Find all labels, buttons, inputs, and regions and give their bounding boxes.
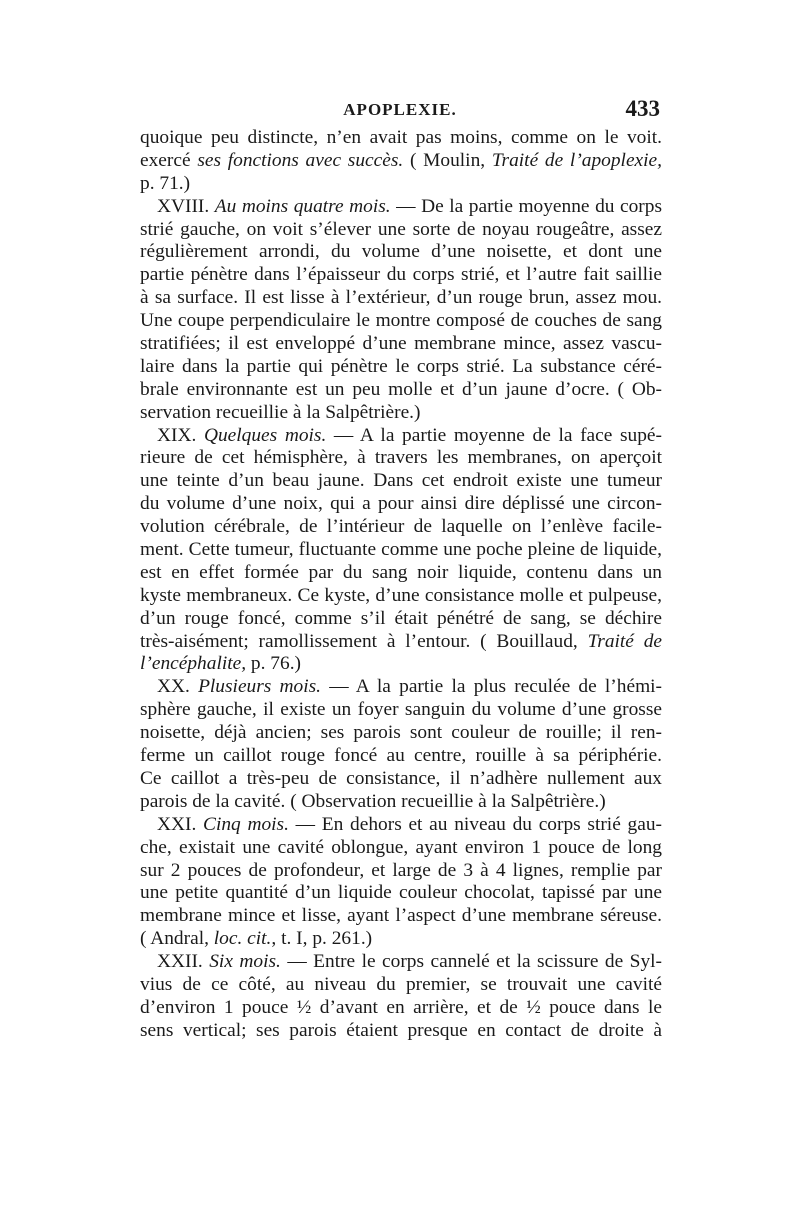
text-line bbox=[140, 928, 662, 951]
text-run: XXII. bbox=[157, 951, 210, 973]
text-run: laire dans la partie qui pénètre le corps strié. La substance céré- bbox=[140, 355, 662, 377]
text-line bbox=[140, 539, 662, 562]
italic-text: Six mois. bbox=[209, 951, 281, 973]
italic-text: Plusieurs mois. bbox=[198, 676, 322, 698]
text-run: régulièrement arrondi, du volume d’une noisette, et dont une bbox=[140, 241, 662, 263]
text-line bbox=[140, 699, 662, 722]
text-line bbox=[140, 219, 662, 242]
text-run: — En dehors et au niveau du corps strié gau- bbox=[288, 813, 662, 835]
text-line bbox=[140, 585, 662, 608]
text-run: p. 71.) bbox=[140, 172, 191, 194]
text-line bbox=[140, 470, 662, 493]
text-run: noisette, déjà ancien; ses parois sont couleur de rouille; il ren- bbox=[140, 722, 662, 744]
text-run: sphère gauche, il existe un foyer sanguin du volume d’une grosse bbox=[140, 699, 662, 721]
text-run: exercé bbox=[140, 149, 198, 171]
text-run: kyste membraneux. Ce kyste, d’une consistance molle et pulpeuse, bbox=[140, 584, 662, 606]
text-line bbox=[140, 974, 662, 997]
text-run: très-aisément; ramollissement à l’entour. ( Bouillaud, bbox=[140, 630, 588, 652]
text-line bbox=[140, 860, 662, 883]
text-run: une teinte d’un beau jaune. Dans cet endroit existe une tumeur bbox=[140, 470, 662, 492]
running-title: APOPLEXIE. bbox=[343, 100, 457, 119]
text-line bbox=[140, 516, 662, 539]
text-line bbox=[140, 379, 662, 402]
text-line bbox=[140, 814, 662, 837]
text-line bbox=[140, 310, 662, 333]
text-line bbox=[140, 150, 662, 173]
text-line bbox=[140, 447, 662, 470]
text-run: d’un rouge foncé, comme s’il était pénétré de sang, se déchire bbox=[140, 607, 662, 629]
text-run: parois de la cavité. ( Observation recueillie à la Salpêtrière.) bbox=[140, 790, 606, 812]
text-run: che, existait une cavité oblongue, ayant environ 1 pouce de long bbox=[140, 836, 662, 858]
text-line bbox=[140, 173, 662, 196]
text-run: membrane mince et lisse, ayant l’aspect d’une membrane séreuse. bbox=[140, 905, 662, 927]
text-line bbox=[140, 745, 662, 768]
text-line bbox=[140, 791, 662, 814]
italic-text: Traité de bbox=[587, 630, 662, 652]
text-run: vius de ce côté, au niveau du premier, se trouvait une cavité bbox=[140, 973, 662, 995]
text-line bbox=[140, 882, 662, 905]
text-run: brale environnante est un peu molle et d’un jaune d’ocre. ( Ob- bbox=[140, 378, 662, 400]
text-run: XX. bbox=[157, 676, 199, 698]
text-line bbox=[140, 608, 662, 631]
italic-text: l’encéphalite, bbox=[140, 653, 247, 675]
text-run: sens vertical; ses parois étaient presque en contact de droite à bbox=[140, 1019, 662, 1041]
text-line bbox=[140, 333, 662, 356]
text-run: ferme un caillot rouge foncé au centre, rouille à sa périphérie. bbox=[140, 745, 662, 767]
text-line bbox=[140, 127, 662, 150]
text-run: partie pénètre dans l’épaisseur du corps strié, et l’autre fait saillie bbox=[140, 264, 662, 286]
italic-text: ses fonctions avec succès. bbox=[197, 149, 404, 171]
text-run: quoique peu distincte, n’en avait pas moins, comme on le voit. bbox=[140, 127, 662, 148]
text-line bbox=[140, 631, 662, 654]
text-line bbox=[140, 768, 662, 791]
text-run: XVIII. bbox=[157, 195, 215, 217]
text-run: Ce caillot a très-peu de consistance, il n’adhère nullement aux bbox=[140, 767, 662, 789]
text-line bbox=[140, 722, 662, 745]
text-run: sur 2 pouces de profondeur, et large de 3 à 4 lignes, remplie par bbox=[140, 859, 662, 881]
text-line bbox=[140, 425, 662, 448]
text-line bbox=[140, 1020, 662, 1043]
page-header bbox=[140, 96, 660, 126]
text-run: ( Moulin, bbox=[403, 149, 492, 171]
page-number: 433 bbox=[625, 96, 660, 121]
text-run: XIX. bbox=[157, 424, 204, 446]
text-line bbox=[140, 837, 662, 860]
text-run: ment. Cette tumeur, fluctuante comme une poche pleine de liquide, bbox=[140, 539, 662, 561]
text-run: volution cérébrale, de l’intérieur de laquelle on l’enlève facile- bbox=[140, 516, 662, 538]
text-line bbox=[140, 676, 662, 699]
italic-text: loc. cit. bbox=[213, 928, 272, 950]
italic-text: Cinq mois. bbox=[203, 813, 289, 835]
text-line bbox=[140, 562, 662, 585]
text-run: d’environ 1 pouce ½ d’avant en arrière, et de ½ pouce dans le bbox=[140, 996, 662, 1018]
text-line bbox=[140, 264, 662, 287]
text-line bbox=[140, 241, 662, 264]
text-line bbox=[140, 356, 662, 379]
text-run: strié gauche, on voit s’élever une sorte de noyau rougeâtre, assez bbox=[140, 218, 662, 240]
text-line bbox=[140, 905, 662, 928]
text-run: stratifiées; il est enveloppé d’une membrane mince, assez vascu- bbox=[140, 333, 662, 355]
text-line bbox=[140, 493, 662, 516]
text-run: — A la partie la plus reculée de l’hémi- bbox=[321, 676, 662, 698]
text-run: une petite quantité d’un liquide couleur chocolat, tapissé par une bbox=[140, 882, 662, 904]
text-line bbox=[140, 402, 662, 425]
text-run: — Entre le corps cannelé et la scissure de Syl- bbox=[280, 951, 662, 973]
text-run: est en effet formée par du sang noir liquide, contenu dans un bbox=[140, 561, 662, 583]
text-line bbox=[140, 653, 662, 676]
text-run: — A la partie moyenne de la face supé- bbox=[326, 424, 662, 446]
text-run: du volume d’une noix, qui a pour ainsi dire déplissé une circon- bbox=[140, 493, 662, 515]
text-run: XXI. bbox=[157, 813, 204, 835]
body-text bbox=[140, 127, 662, 1043]
text-run: servation recueillie à la Salpêtrière.) bbox=[140, 401, 421, 423]
text-run: ( Andral, bbox=[140, 928, 214, 950]
text-line bbox=[140, 287, 662, 310]
text-run: Une coupe perpendiculaire le montre composé de couches de sang bbox=[140, 310, 662, 332]
text-line bbox=[140, 997, 662, 1020]
text-run: , t. I, p. 261.) bbox=[271, 928, 373, 950]
italic-text: Traité de l’apoplexie, bbox=[491, 149, 662, 171]
text-run: — De la partie moyenne du corps bbox=[390, 195, 662, 217]
text-line bbox=[140, 951, 662, 974]
text-run: à sa surface. Il est lisse à l’extérieur, d’un rouge brun, assez mou. bbox=[140, 287, 662, 309]
text-line bbox=[140, 196, 662, 219]
text-run: rieure de cet hémisphère, à travers les membranes, on aperçoit bbox=[140, 447, 662, 469]
text-run: p. 76.) bbox=[246, 653, 301, 675]
italic-text: Au moins quatre mois. bbox=[214, 195, 391, 217]
italic-text: Quelques mois. bbox=[203, 424, 327, 446]
